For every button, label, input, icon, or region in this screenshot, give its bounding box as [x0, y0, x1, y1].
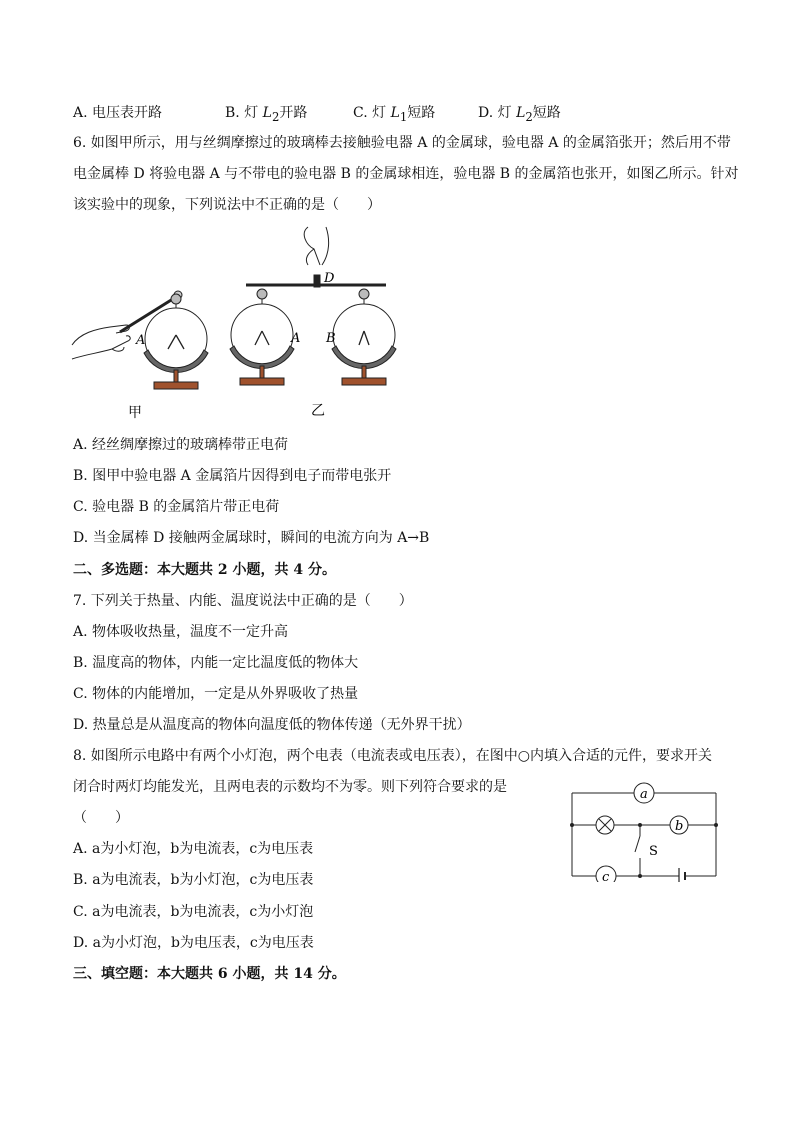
- section-2-heading: 二、多选题：本大题共 2 小题，共 4 分。: [73, 562, 336, 578]
- q8-stem-line1: 8. 如图所示电路中有两个小灯泡，两个电表（电流表或电压表），在图中○内填入合适的元件，要求开关: [73, 748, 713, 764]
- q8-option-a: A. a为小灯泡，b为电流表，c为电压表: [73, 841, 314, 857]
- q8-stem-line3: （ ）: [73, 810, 129, 826]
- q8-option-d: D. a为小灯泡，b为电压表，c为电压表: [73, 935, 314, 951]
- circuit-label-b: b: [675, 819, 684, 834]
- q6-stem-line1: 6. 如图甲所示，用与丝绸摩擦过的玻璃棒去接触验电器 A 的金属球，验电器 A 的金属箔张开；然后用不带: [73, 135, 731, 151]
- q7-stem: 7. 下列关于热量、内能、温度说法中正确的是（ ）: [73, 593, 413, 609]
- section-3-heading: 三、填空题：本大题共 6 小题，共 14 分。: [73, 966, 346, 982]
- circuit-label-s: S: [649, 844, 658, 859]
- hand-yi: [304, 227, 328, 265]
- q6-option-a: A. 经丝绸摩擦过的玻璃棒带正电荷: [73, 437, 289, 453]
- label-a1: A: [136, 333, 146, 348]
- circuit-diagram: [566, 782, 722, 882]
- circuit-label-a: a: [640, 787, 648, 802]
- label-b: B: [326, 331, 336, 346]
- q5-option-b: B. 灯 $L_2$开路: [225, 105, 308, 124]
- switch-blade: [635, 836, 640, 852]
- label-d: D: [324, 271, 335, 286]
- q7-option-a: A. 物体吸收热量，温度不一定升高: [73, 624, 289, 640]
- q5-option-c: C. 灯 $L_1$短路: [353, 105, 436, 124]
- label-jia: 甲: [128, 405, 142, 421]
- electroscope-a1-ball: [171, 294, 181, 304]
- q7-option-b: B. 温度高的物体，内能一定比温度低的物体大: [73, 655, 359, 671]
- q7-option-c: C. 物体的内能增加，一定是从外界吸收了热量: [73, 686, 359, 702]
- figure-yi: [230, 227, 396, 385]
- q6-stem-line2: 电金属棒 D 将验电器 A 与不带电的验电器 B 的金属球相连，验电器 B 的金属箔也张开，如图乙所示。针对: [73, 166, 739, 182]
- q7-option-d: D. 热量总是从温度高的物体向温度低的物体传递（无外界干扰）: [73, 717, 471, 733]
- q6-option-d: D. 当金属棒 D 接触两金属球时，瞬间的电流方向为 A→B: [73, 530, 430, 546]
- q8-option-b: B. a为电流表，b为小灯泡，c为电压表: [73, 872, 314, 888]
- electroscope-b-ball: [359, 289, 369, 299]
- q5-option-a: A. 电压表开路: [73, 105, 163, 121]
- q5-option-d: D. 灯 $L_2$短路: [478, 105, 561, 124]
- q6-option-b: B. 图甲中验电器 A 金属箔片因得到电子而带电张开: [73, 468, 392, 484]
- electroscope-figure: [68, 225, 408, 425]
- rod-d-handle: [314, 275, 320, 287]
- q5-options: [73, 102, 733, 122]
- label-a2: A: [291, 331, 301, 346]
- label-yi: 乙: [311, 403, 325, 419]
- electroscope-a2-ball: [257, 289, 267, 299]
- q8-option-c: C. a为电流表，b为电流表，c为小灯泡: [73, 904, 314, 920]
- q8-stem-line2: 闭合时两灯均能发光，且两电表的示数均不为零。则下列符合要求的是: [73, 779, 507, 795]
- q6-option-c: C. 验电器 B 的金属箔片带正电荷: [73, 499, 280, 515]
- q6-stem-line3: 该实验中的现象，下列说法中不正确的是（ ）: [73, 197, 381, 213]
- circuit-label-c: c: [602, 870, 610, 882]
